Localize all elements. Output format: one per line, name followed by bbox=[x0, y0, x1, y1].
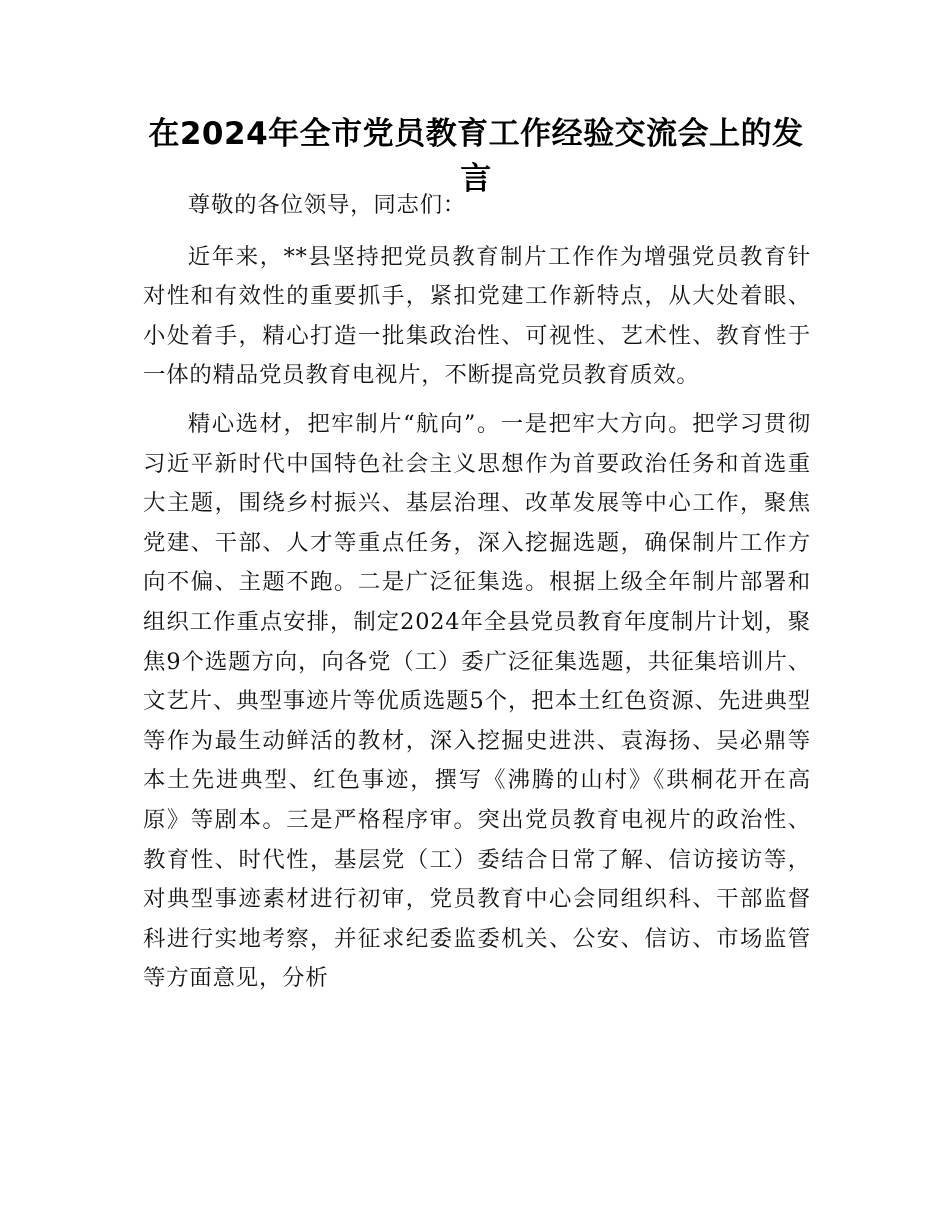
body-paragraph-2: 精心选材，把牢制片“航向”。一是把牢大方向。把学习贯彻习近平新时代中国特色社会主义思想作为首要政治任务和首选重大主题，围绕乡村振兴、基层治理、改革发展等中心工作，聚焦党建、干部、人才等重点任务，深入挖掘选题，确保制片工作方向不偏、主题不跑。二是广泛征集选。根据上级全年制片部署和组织工作重点安排，制定2024年全县党员教育年度制片计划，聚焦9个选题方向，向各党（工）委广泛征集选题，共征集培训片、文艺片、典型事迹片等优质选题5个，把本土红色资源、先进典型等作为最生动鲜活的教材，深入挖掘史进洪、袁海扬、吴必鼎等本土先进典型、红色事迹，撰写《沸腾的山村》《珙桐花开在高原》等剧本。三是严格程序审。突出党员教育电视片的政治性、教育性、时代性，基层党（工）委结合日常了解、信访接访等，对典型事迹素材进行初审，党员教育中心会同组织科、干部监督科进行实地考察，并征求纪委监委机关、公安、信访、市场监管等方面意见，分析 bbox=[143, 410, 811, 992]
greeting-paragraph: 尊敬的各位领导，同志们： bbox=[187, 192, 467, 218]
body-paragraph-1: 近年来，**县坚持把党员教育制片工作作为增强党员教育针对性和有效性的重要抓手，紧扣党建工作新特点，从大处着眼、小处着手，精心打造一批集政治性、可视性、艺术性、教育性于一体的精品党员教育电视片，不断提高党员教育质效。 bbox=[143, 243, 811, 389]
document-body bbox=[143, 186, 811, 1008]
document-title: 在2024年全市党员教育工作经验交流会上的发言 bbox=[148, 116, 804, 197]
